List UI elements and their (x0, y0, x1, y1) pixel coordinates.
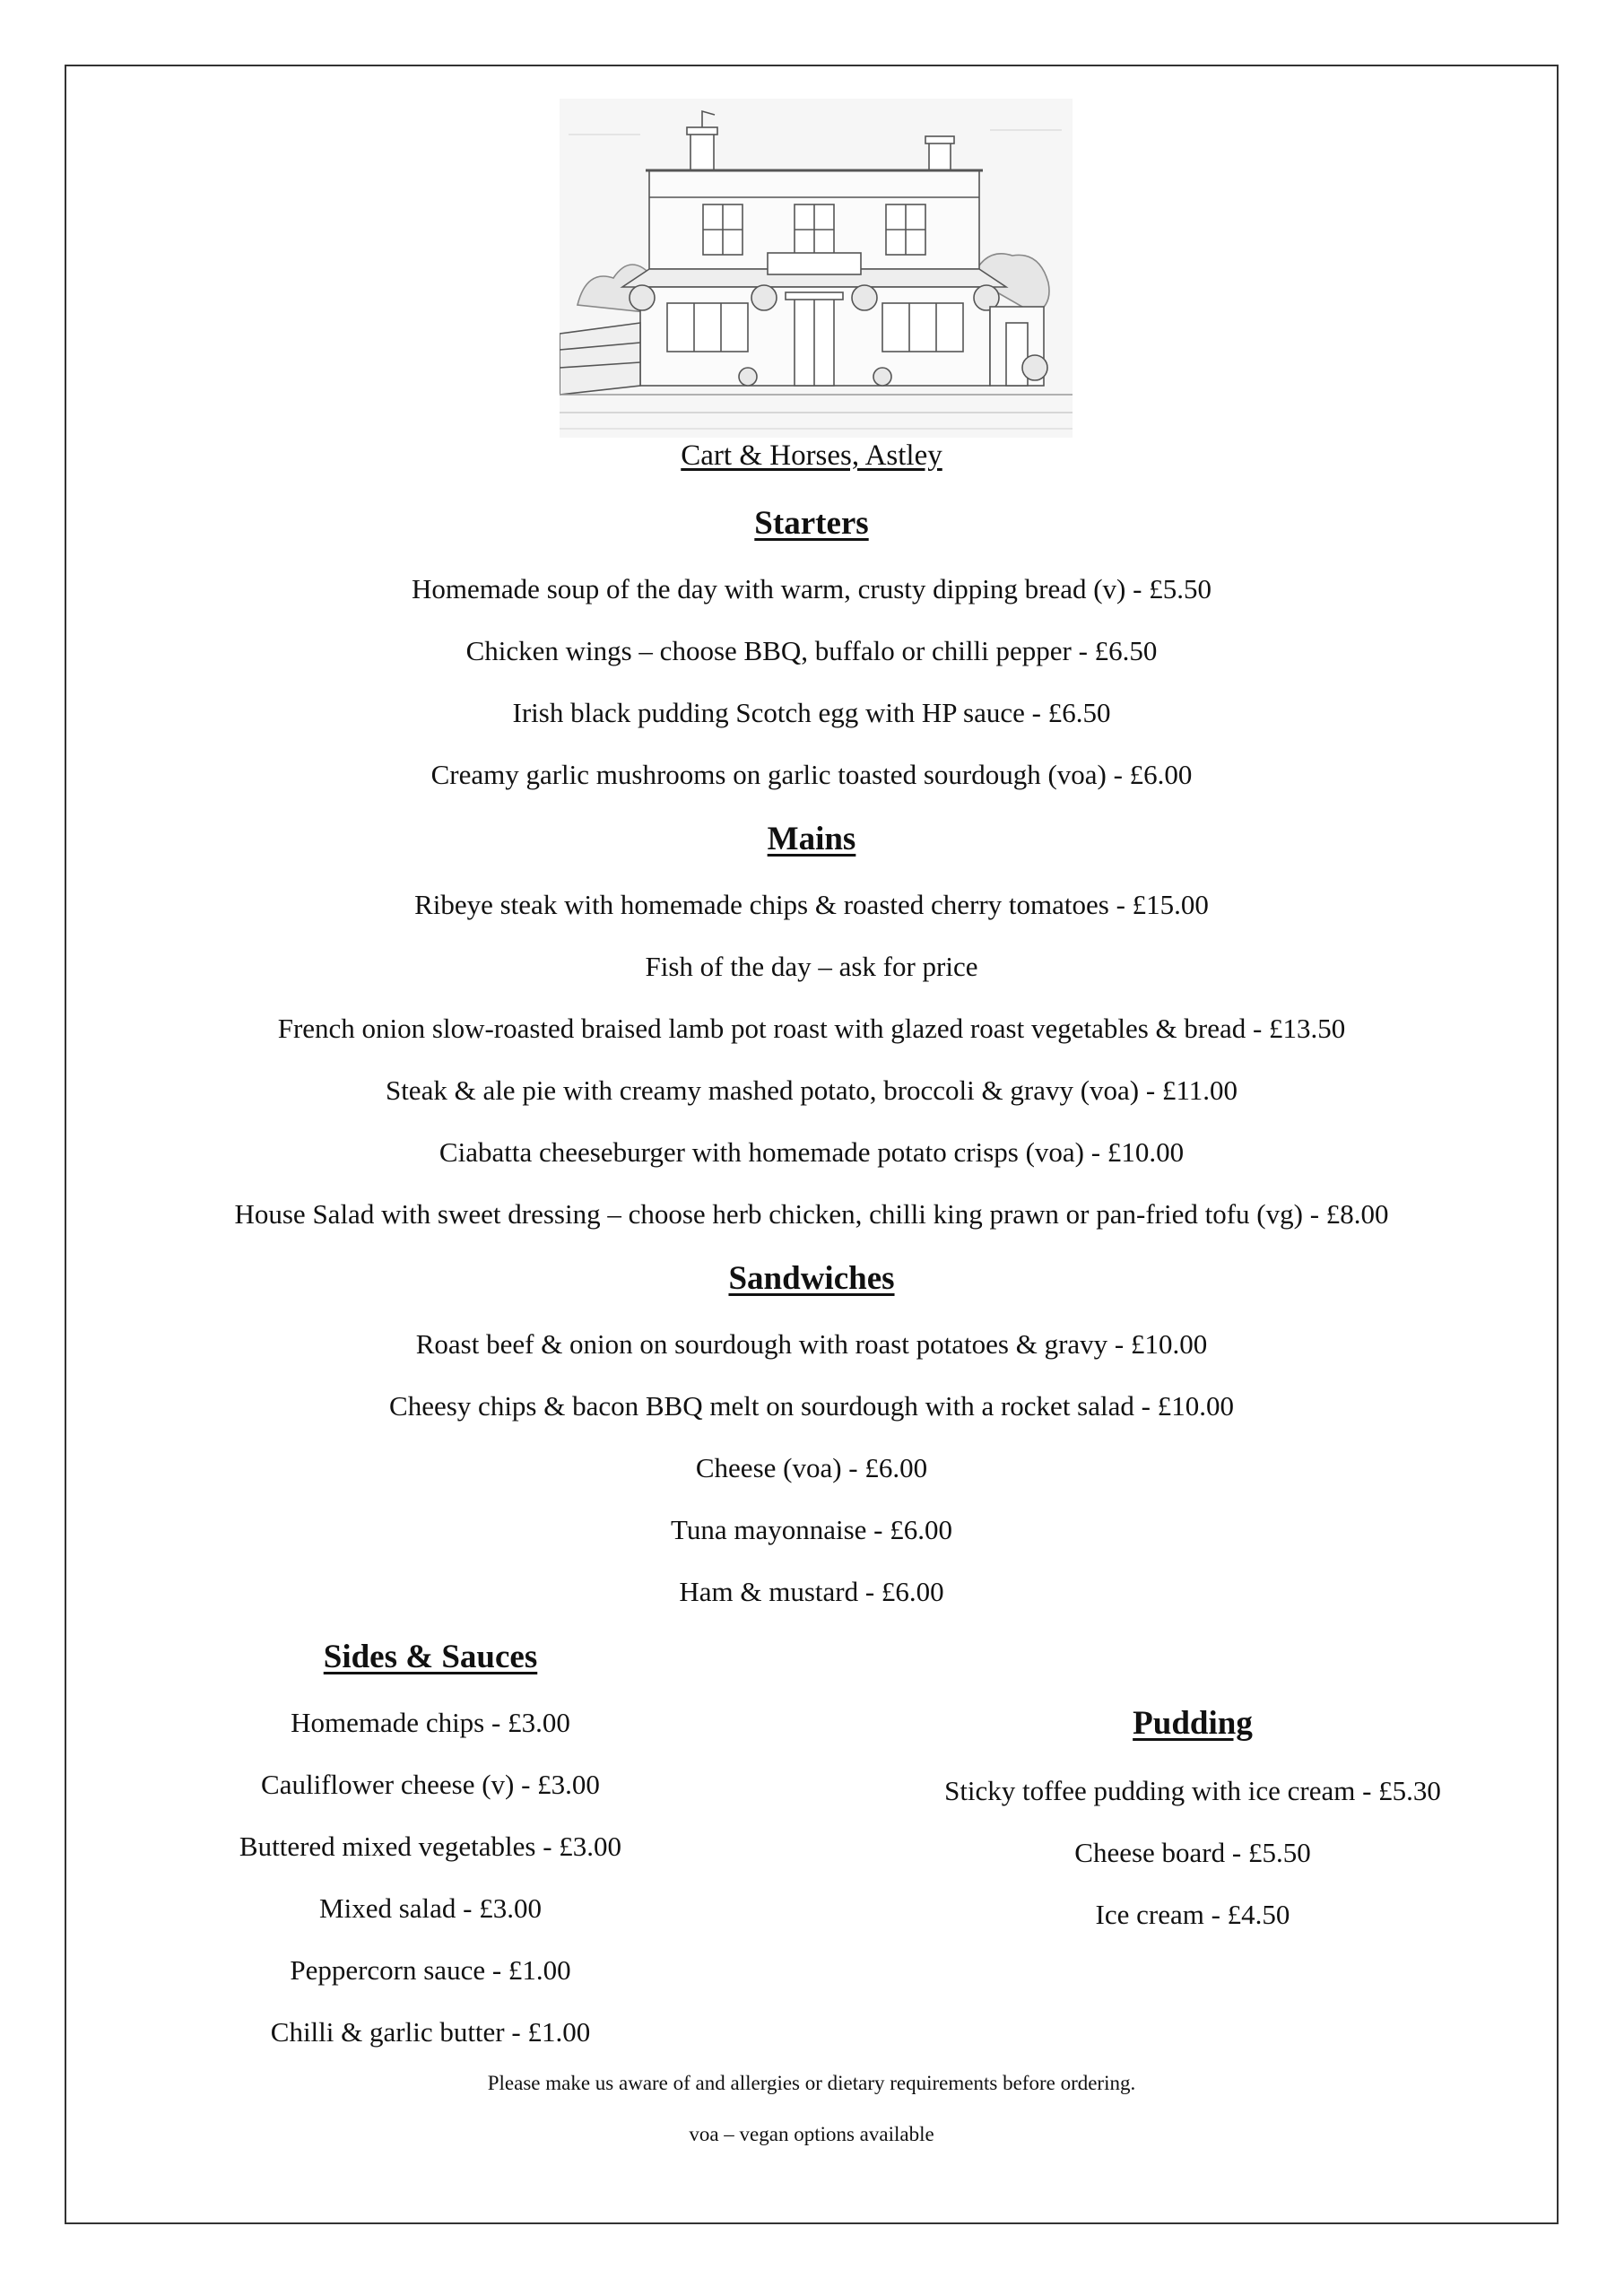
menu-item: Chilli & garlic butter - £1.00 (270, 2016, 591, 2048)
menu-item: Fish of the day – ask for price (645, 951, 978, 982)
sandwiches-list (66, 1313, 1557, 1622)
menu-item: Homemade soup of the day with warm, crusty dipping bread (v) - £5.50 (412, 573, 1211, 604)
menu-item: Ribeye steak with homemade chips & roasted cherry tomatoes - £15.00 (414, 889, 1209, 920)
pudding-list (906, 1760, 1480, 1945)
menu-item: Creamy garlic mushrooms on garlic toasted sourdough (voa) - £6.00 (430, 759, 1193, 790)
menu-item: Homemade chips - £3.00 (291, 1707, 570, 1738)
menu-item: Sticky toffee pudding with ice cream - £5.30 (944, 1775, 1441, 1806)
menu-item: Tuna mayonnaise - £6.00 (671, 1514, 952, 1545)
menu-item: Ciabatta cheeseburger with homemade potato crisps (voa) - £10.00 (439, 1136, 1185, 1168)
allergy-note: Please make us aware of and allergies or dietary requirements before ordering. (487, 2072, 1136, 2094)
sides-heading: Sides & Sauces (323, 1639, 538, 1675)
menu-item: Ham & mustard - £6.00 (679, 1576, 944, 1607)
menu-item: Cheese board - £5.50 (1074, 1837, 1311, 1868)
sandwiches-heading: Sandwiches (728, 1260, 895, 1297)
menu-item: Peppercorn sauce - £1.00 (290, 1954, 571, 1986)
menu-item: French onion slow-roasted braised lamb pot roast with glazed roast vegetables & bread - £13.50 (277, 1013, 1346, 1044)
sides-list (170, 1692, 690, 2063)
menu-item: Irish black pudding Scotch egg with HP sauce - £6.50 (512, 697, 1111, 728)
starters-list (66, 558, 1557, 805)
starters-heading: Starters (754, 505, 869, 542)
menu-item: Roast beef & onion on sourdough with roast potatoes & gravy - £10.00 (415, 1328, 1208, 1360)
menu-item: Cheese (voa) - £6.00 (695, 1452, 928, 1483)
pudding-heading: Pudding (1133, 1705, 1253, 1742)
mains-list (66, 874, 1557, 1245)
menu-item: Ice cream - £4.50 (1095, 1899, 1290, 1930)
menu-item: Cheesy chips & bacon BBQ melt on sourdough with a rocket salad - £10.00 (389, 1390, 1234, 1422)
menu-item: Cauliflower cheese (v) - £3.00 (261, 1769, 600, 1800)
voa-note: voa – vegan options available (689, 2123, 934, 2145)
pub-illustration (560, 99, 1073, 438)
menu-item: Chicken wings – choose BBQ, buffalo or chilli pepper - £6.50 (465, 635, 1158, 666)
venue-name: Cart & Horses, Astley (681, 439, 942, 472)
menu-item: House Salad with sweet dressing – choose herb chicken, chilli king prawn or pan-fried tofu (vg) - £8.00 (234, 1198, 1389, 1230)
menu-item: Steak & ale pie with creamy mashed potato, broccoli & gravy (voa) - £11.00 (385, 1074, 1238, 1106)
menu-item: Mixed salad - £3.00 (319, 1892, 542, 1924)
mains-heading: Mains (767, 821, 856, 857)
menu-item: Buttered mixed vegetables - £3.00 (239, 1831, 622, 1862)
